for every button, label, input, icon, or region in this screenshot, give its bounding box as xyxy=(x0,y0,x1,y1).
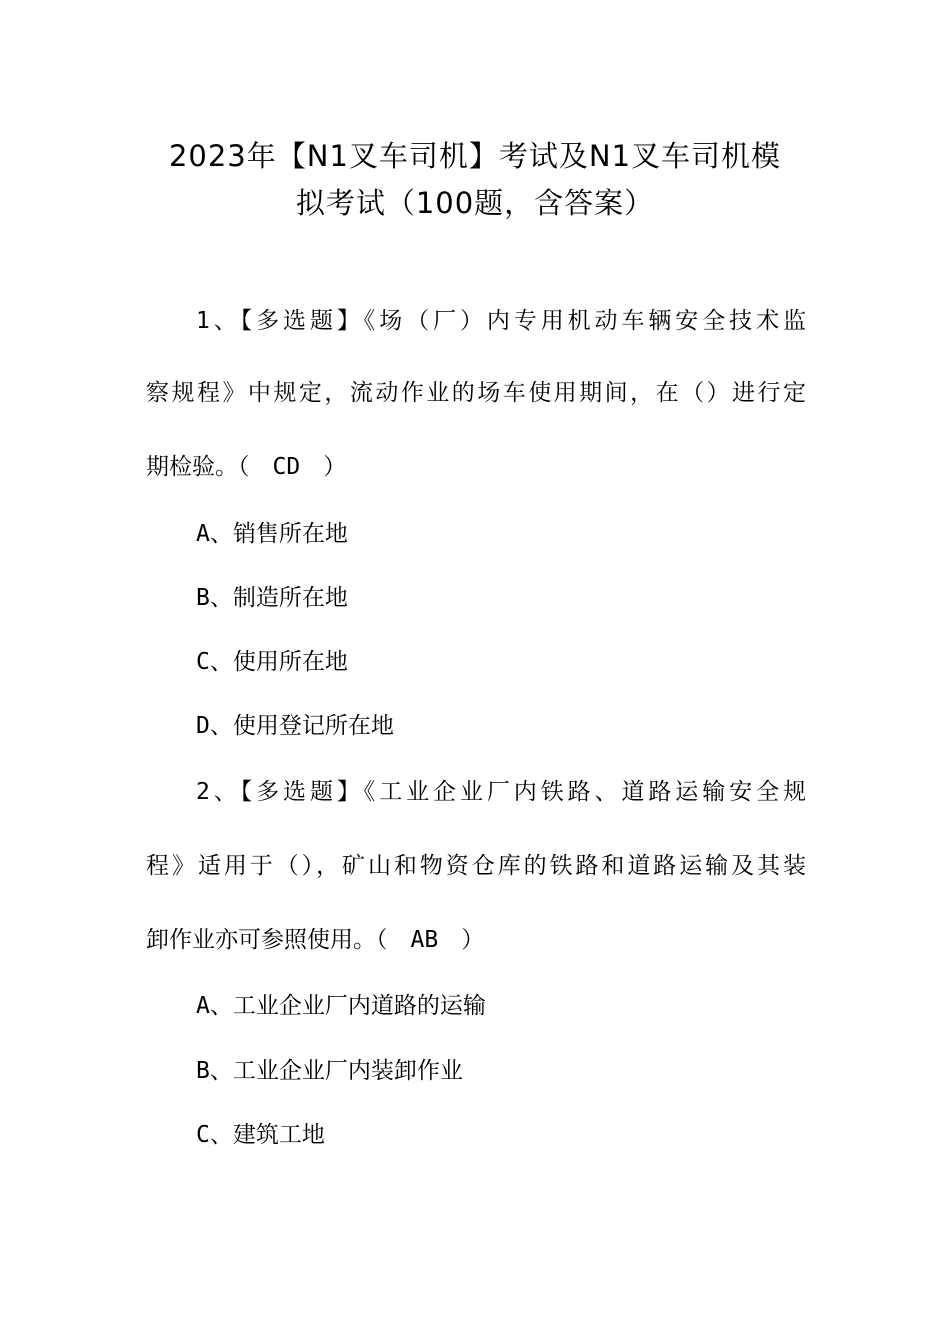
question-2-option-a: A、工业企业厂内道路的运输 xyxy=(196,993,486,1019)
question-1-option-c: C、使用所在地 xyxy=(196,649,348,675)
question-2-line-3: 卸作业亦可参照使用。（ AB ） xyxy=(146,927,485,953)
question-1-option-b: B、制造所在地 xyxy=(196,585,348,611)
question-1-line-1: 1、【多选题】《场（厂）内专用机动车辆安全技术监 xyxy=(196,308,806,334)
question-1-option-d: D、使用登记所在地 xyxy=(196,713,394,739)
question-1-line-2: 察规程》中规定，流动作业的场车使用期间，在（）进行定 xyxy=(146,380,806,406)
document-title-line-1: 2023年【N1叉车司机】考试及N1叉车司机模 xyxy=(168,139,782,173)
question-2-line-1: 2、【多选题】《工业企业厂内铁路、道路运输安全规 xyxy=(196,779,806,805)
document-title-line-2: 拟考试（100题，含答案） xyxy=(295,186,655,220)
question-2-option-c: C、建筑工地 xyxy=(196,1122,325,1148)
question-2-line-2: 程》适用于（），矿山和物资仓库的铁路和道路运输及其装 xyxy=(146,853,806,879)
question-2-option-b: B、工业企业厂内装卸作业 xyxy=(196,1058,463,1084)
question-1-option-a: A、销售所在地 xyxy=(196,521,348,547)
question-1-line-3: 期检验。（ CD ） xyxy=(146,454,347,480)
